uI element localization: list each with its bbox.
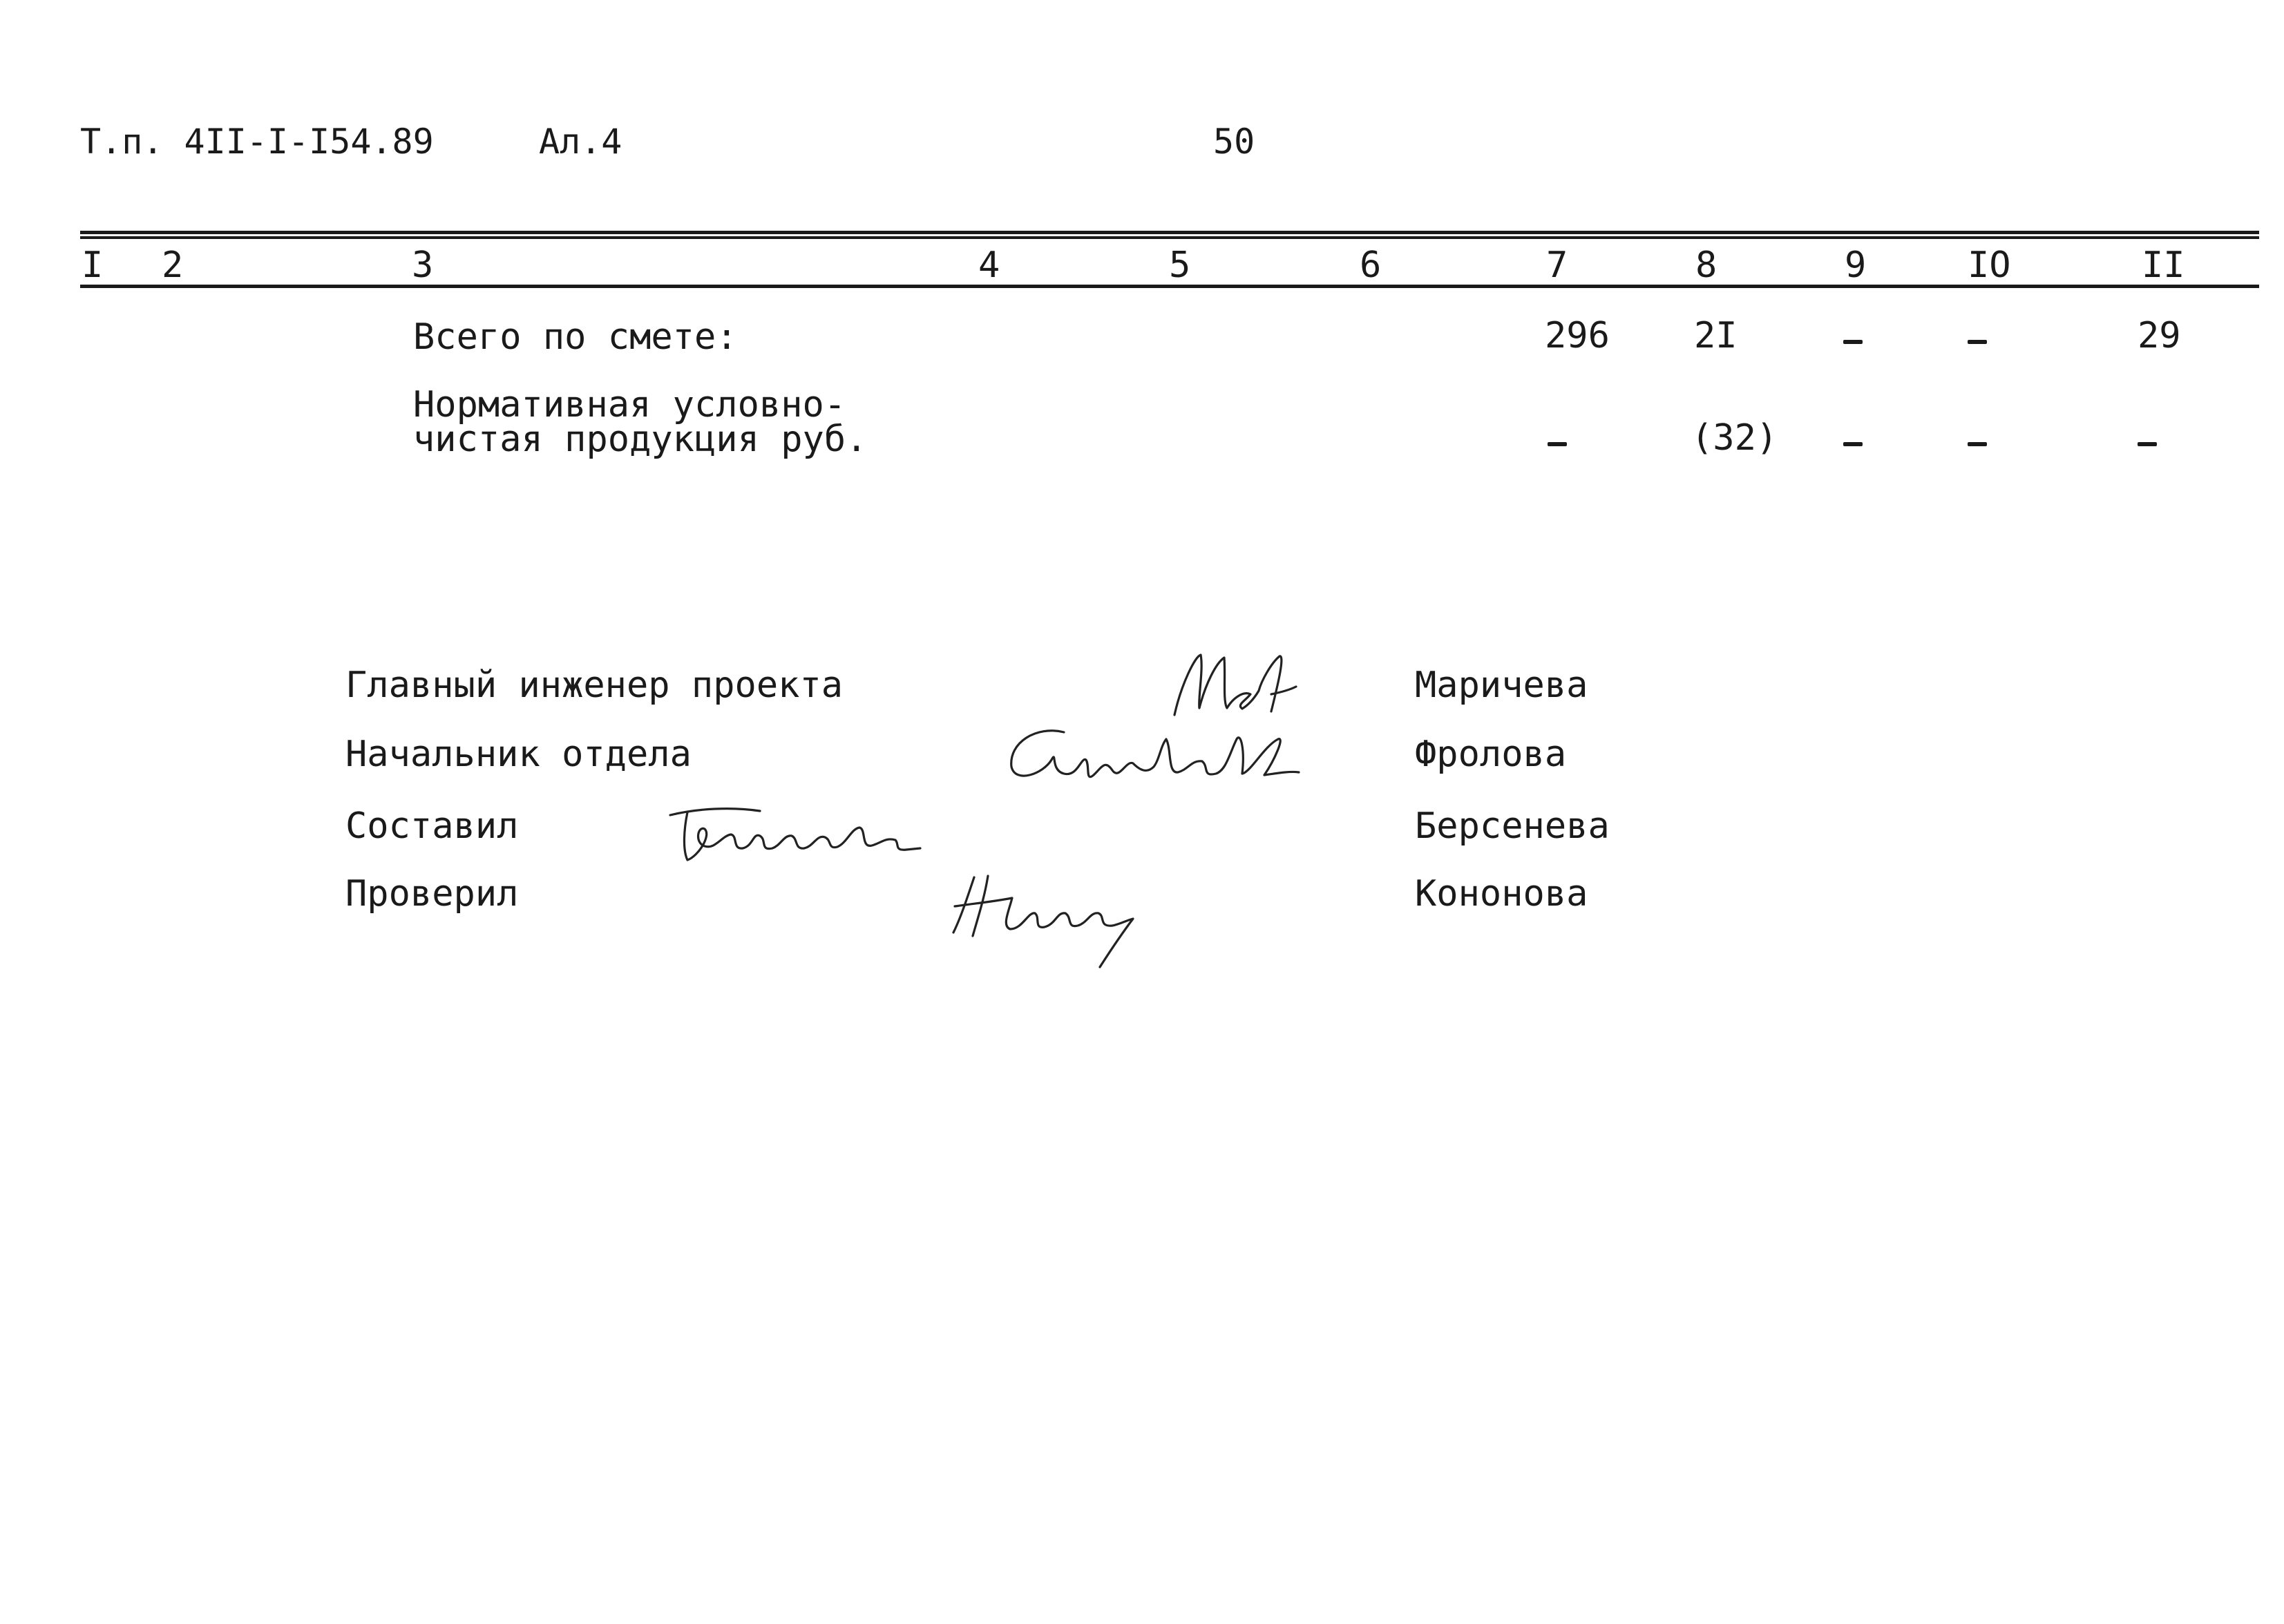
column-number-5: 5 [1169,245,1191,286]
row-total-label: Всего по смете: [413,316,738,358]
table-top-rule-2 [80,236,2259,239]
name-compiled-by: Берсенева [1415,805,1610,847]
row-product-label-line2: чистая продукция руб. [413,419,868,460]
row-product-col11-dash [2138,442,2157,446]
column-number-2: 2 [162,245,184,286]
column-number-10: IO [1968,245,2011,286]
column-number-1: I [82,245,104,286]
column-number-8: 8 [1695,245,1717,286]
row-product-col7-dash [1548,442,1567,446]
page-number: 50 [1213,122,1255,162]
document-code: Т.п. 4II-I-I54.89 [80,122,434,162]
row-product-label-line1: Нормативная условно- [413,384,846,426]
role-department-head: Начальник отдела [345,734,692,775]
column-number-9: 9 [1845,245,1867,286]
row-total-col8: 2I [1694,315,1738,356]
role-compiled-by: Составил [345,805,519,847]
row-total-col10-dash [1968,340,1987,344]
name-chief-engineer: Маричева [1415,665,1588,706]
role-chief-engineer: Главный инженер проекта [345,665,844,706]
role-checked-by: Проверил [345,873,519,915]
row-total-col7: 296 [1545,315,1610,356]
row-total-col9-dash [1843,340,1863,344]
column-number-11: II [2142,245,2185,286]
row-product-col10-dash [1968,442,1987,446]
signature-chief-engineer [1168,642,1306,725]
signature-department-head [1002,718,1306,794]
name-department-head: Фролова [1415,734,1567,775]
column-number-7: 7 [1546,245,1568,286]
signature-compiled-by [656,794,926,870]
column-number-6: 6 [1360,245,1382,286]
column-number-3: 3 [412,245,434,286]
row-total-col11: 29 [2138,315,2181,356]
signature-checked-by [946,863,1154,974]
row-product-col8: (32) [1691,417,1778,459]
row-product-col9-dash [1843,442,1863,446]
name-checked-by: Кононова [1415,873,1588,915]
table-top-rule [80,231,2259,234]
column-number-4: 4 [978,245,1000,286]
sheet-label: Ал.4 [539,122,622,162]
